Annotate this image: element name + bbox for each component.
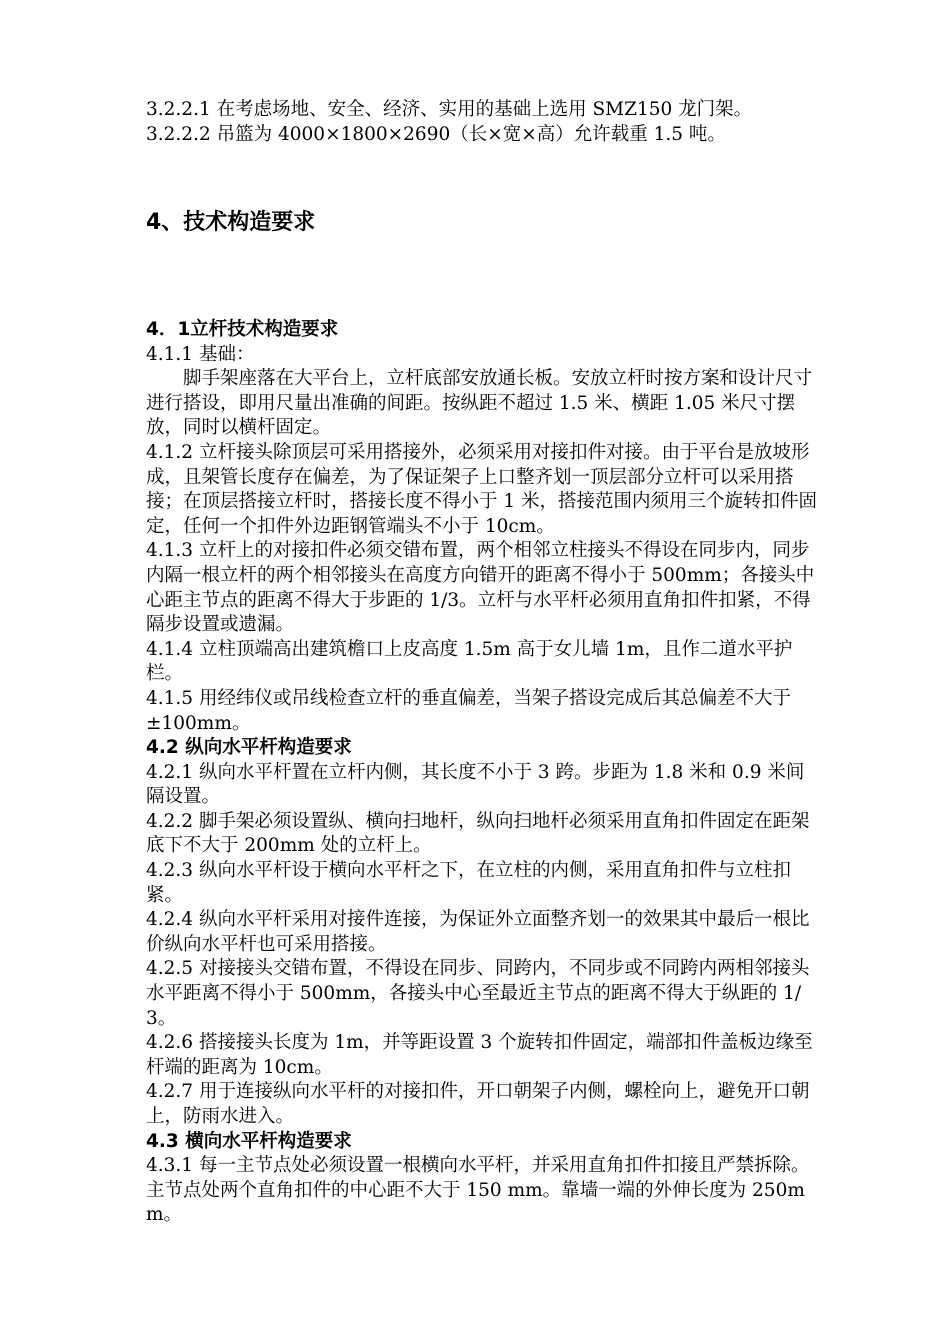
paragraph-4-2-6: 4.2.6 搭接接头长度为 1m，并等距设置 3 个旋转扣件固定，端部扣件盖板边缘至杆端的距离为 10cm。 [146, 1032, 813, 1078]
paragraph-4-1-4: 4.1.4 立柱顶端高出建筑檐口上皮高度 1.5m 高于女儿墙 1m，且作二道水平护栏。 [146, 638, 793, 685]
paragraph-4-2-1: 4.2.1 纵向水平杆置在立杆内侧，其长度不小于 3 跨。步距为 1.8 米和 0.9 米间隔设置。 [146, 761, 805, 808]
paragraph-4-2-4: 4.2.4 纵向水平杆采用对接件连接，为保证外立面整齐划一的效果其中最后一根比价纵向水平杆也可采用搭接。 [146, 909, 810, 955]
section-4-title: 4、技术构造要求 [146, 210, 316, 235]
paragraph-4-1-2: 4.1.2 立杆接头除顶层可采用搭接外，必须采用对接扣件对接。由于平台是放坡形成，且架管长度存在偏差，为了保证架子上口整齐划一顶层部分立杆可以采用搭接；在顶层搭接立杆时，搭接长度不得小于 1 米，搭接范围内须用三个旋转扣件固定，任何一个扣件外边距钢管端头不小于 10cm。 [146, 441, 818, 537]
section-4-3-heading: 4.3 横向水平杆构造要求 [146, 1130, 352, 1152]
paragraph-4-2-7: 4.2.7 用于连接纵向水平杆的对接扣件，开口朝架子内侧，螺栓向上，避免开口朝上，防雨水进入。 [146, 1081, 810, 1127]
paragraph-4-1-1: 4.1.1 基础： [146, 343, 255, 365]
paragraph-4-1-5: 4.1.5 用经纬仪或吊线检查立杆的垂直偏差，当架子搭设完成后其总偏差不大于±100mm。 [146, 687, 791, 734]
paragraph-4-1-3: 4.1.3 立杆上的对接扣件必须交错布置，两个相邻立柱接头不得设在同步内，同步内隔一根立杆的两个相邻接头在高度方向错开的距离不得小于 500mm；各接头中心距主节点的距离不得大于步距的 1/3。立杆与水平杆必须用直角扣件扣紧，不得隔步设置或遗漏。 [146, 540, 815, 636]
paragraph-4-3-1: 4.3.1 每一主节点处必须设置一根横向水平杆，并采用直角扣件扣接且严禁拆除。主节点处两个直角扣件的中心距不大于 150 mm。靠墙一端的外伸长度为 250mm。 [146, 1155, 810, 1226]
intro-line-1: 3.2.2.1 在考虑场地、安全、经济、实用的基础上选用 SMZ150 龙门架。 [146, 99, 753, 120]
paragraph-4-2-5: 4.2.5 对接接头交错布置，不得设在同步、同跨内，不同步或不同跨内两相邻接头水平距离不得小于 500mm，各接头中心至最近主节点的距离不得大于纵距的 1/3。 [146, 958, 810, 1029]
document-page [146, 98, 818, 1228]
section-4-1-heading: 4．1立杆技术构造要求 [146, 319, 339, 340]
section-4-2-heading: 4.2 纵向水平杆构造要求 [146, 737, 352, 759]
paragraph-4-2-2: 4.2.2 脚手架必须设置纵、横向扫地杆，纵向扫地杆必须采用直角扣件固定在距架底下不大于 200mm 处的立杆上。 [146, 810, 810, 857]
paragraph-4-1-1-body: 脚手架座落在大平台上，立杆底部安放通长板。安放立杆时按方案和设计尺寸进行搭设，即用尺量出准确的间距。按纵距不超过 1.5 米、横距 1.05 米尺寸摆放，同时以横杆固定。 [146, 368, 813, 439]
intro-line-2: 3.2.2.2 吊篮为 4000×1800×2690（长×宽×高）允许载重 1.5 吨。 [146, 123, 726, 145]
paragraph-4-2-3: 4.2.3 纵向水平杆设于横向水平杆之下，在立柱的内侧，采用直角扣件与立柱扣紧。 [146, 860, 791, 906]
